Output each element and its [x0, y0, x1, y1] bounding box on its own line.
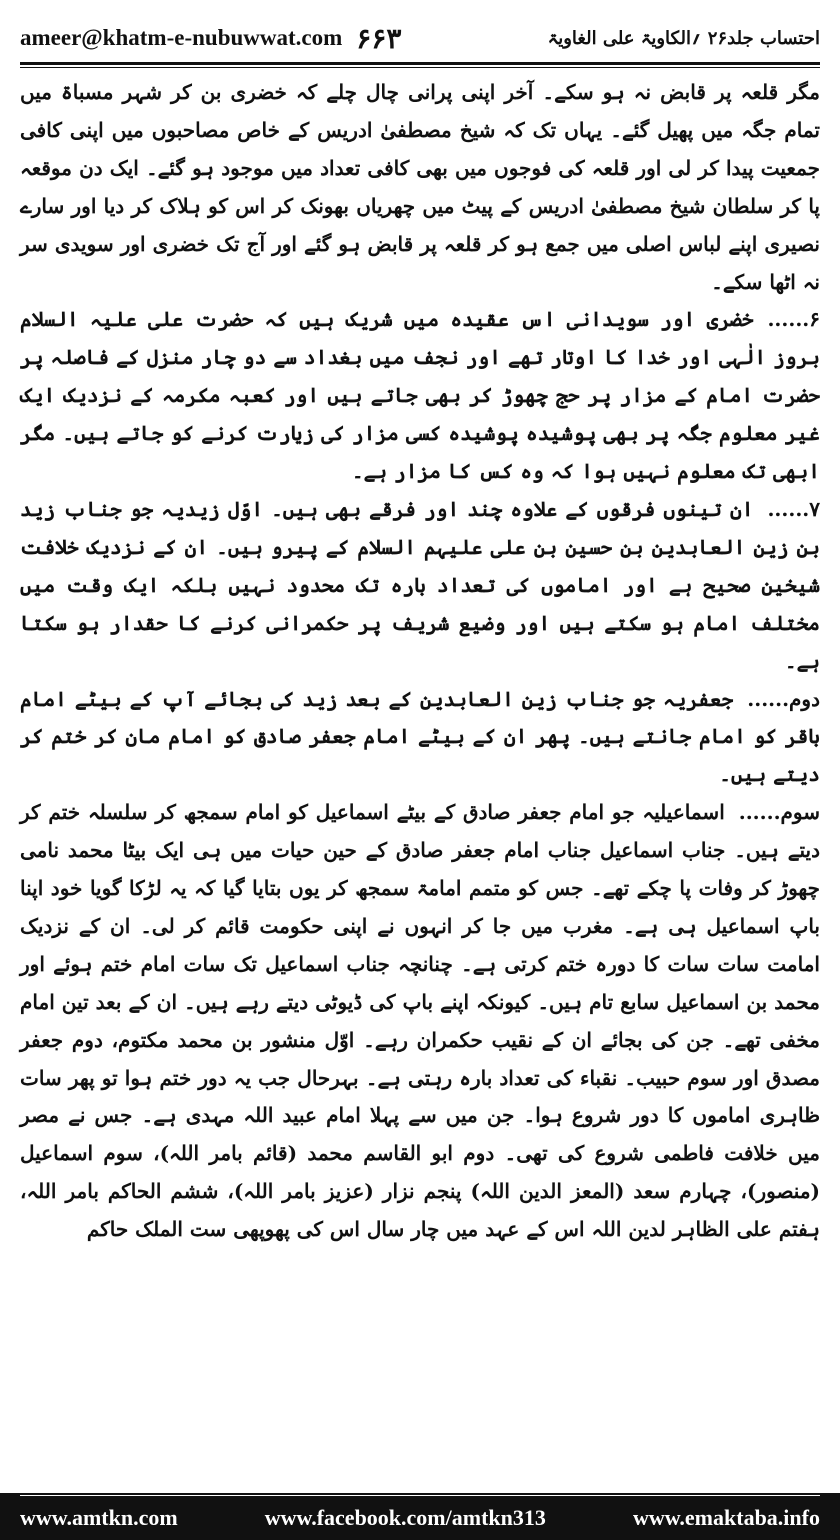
- book-title: احتساب جلد۲۶ ؍الکاویۃ علی الغاویۃ: [547, 27, 820, 49]
- footer-link-facebook[interactable]: www.facebook.com/amtkn313: [264, 1505, 546, 1530]
- paragraph-label: ۷......: [767, 496, 820, 521]
- page-header: [20, 18, 820, 58]
- header-left: [20, 22, 401, 55]
- paragraph-4: [20, 681, 820, 795]
- paragraph-2: [20, 301, 820, 491]
- paragraph-1: [20, 74, 820, 301]
- paragraph-label: ۶......: [767, 307, 820, 332]
- paragraph-3: [20, 491, 820, 681]
- footer-links: [20, 1505, 820, 1531]
- header-rule-thin: [20, 67, 820, 68]
- paragraph-text: ان تینوں فرقوں کے علاوہ چند اور فرقے بھی ہیں۔ اوّل زیدیہ جو جناب زید بن زین العابدین بن حسین بن علی علیہم السلام کے پیرو ہیں۔ ان کے نزدیک خلافت شیخین صحیح ہے اور اماموں کی تعداد بارہ تک محدود نہیں بلکہ ایک وقت میں مختلف امام ہو سکتے ہیں اور وضیع شریف پر حکمرانی کرنے کا حقدار ہو سکتا ہے۔: [20, 496, 820, 673]
- paragraph-5: [20, 794, 820, 1249]
- header-email[interactable]: ameer@khatm-e-nubuwwat.com: [20, 25, 343, 50]
- paragraph-text: خضری اور سویدانی اس عقیدہ میں شریک ہیں کہ حضرت علی علیہ السلام بروز الٰہی اور خدا کا اوتار تھے اور نجف میں بغداد سے دو چار منزل کے فاصلہ پر حضرت امام کے مزار پر حج چھوڑ کر بھی جاتے ہیں اور کعبہ مکرمہ کے نزدیک ایک غیر معلوم جگہ پر بھی پوشیدہ پوشیدہ کسی مزار کی زیارت کرنے کو جاتے ہیں۔ مگر ابھی تک معلوم نہیں ہوا کہ وہ کس کا مزار ہے۔: [20, 307, 820, 484]
- page-body: [20, 74, 820, 1249]
- footer-link-emaktaba[interactable]: www.emaktaba.info: [632, 1505, 820, 1530]
- paragraph-text: مگر قلعہ پر قابض نہ ہو سکے۔ آخر اپنی پرانی چال چلے کہ خضری بن کر شہر مسباۃ میں تمام جگہ میں پھیل گئے۔ یہاں تک کہ شیخ مصطفیٰ ادریس کے خاص مصاحبوں میں اپنی کافی جمعیت پیدا کر لی اور قلعہ کی فوجوں میں بھی کافی تعداد میں موجود ہو گئے۔ ایک دن موقعہ پا کر سلطان شیخ مصطفیٰ ادریس کے پیٹ میں چھریاں بھونک کر اس کو ہلاک کر دیا اور سارے نصیری اپنے لباس اصلی میں جمع ہو کر قلعہ پر قابض ہو گئے اور آج تک خضری اور سویدی سر نہ اٹھا سکے۔: [20, 80, 820, 294]
- page-number: ۶۶۳: [356, 21, 402, 55]
- page-footer: [0, 1493, 840, 1540]
- paragraph-label: دوم......: [747, 686, 820, 711]
- header-rule: [20, 62, 820, 65]
- footer-link-amtkn[interactable]: www.amtkn.com: [20, 1505, 178, 1530]
- paragraph-label: سوم......: [738, 800, 820, 825]
- footer-rule: [20, 1495, 820, 1496]
- paragraph-text: اسماعیلیہ جو امام جعفر صادق کے بیٹے اسماعیل کو امام سمجھ کر سلسلہ ختم کر دیتے ہیں۔ جناب اسماعیل جناب امام جعفر صادق کے حین حیات میں ہی ایک بیٹا محمد نامی چھوڑ کر وفات پا چکے تھے۔ جس کو متمم امامۃ سمجھ کر یوں بتایا گیا کہ یہ لڑکا گویا خود اپنا باپ اسماعیل ہی ہے۔ مغرب میں جا کر انہوں نے اپنی حکومت قائم کر لی۔ ان کے نزدیک امامت سات سات کا دورہ ختم کرتی ہے۔ چنانچہ جناب اسماعیل تک سات امام ختم ہوئے اور محمد بن اسماعیل سابع تام ہیں۔ کیونکہ اپنے باپ کی ڈیوٹی دیتے رہے ہیں۔ ان کے بعد تین امام مخفی تھے۔ جن کی بجائے ان کے نقیب حکمران رہے۔ اوّل منشور بن محمد مکتوم، دوم جعفر مصدق اور سوم حبیب۔ نقباء کی تعداد بارہ رہتی ہے۔ بہرحال جب یہ دور ختم ہوا تو پھر سات ظاہری اماموں کا دور شروع ہوا۔ جن میں سے پہلا امام عبید اللہ مہدی ہے۔ جس نے مصر میں خلافت فاطمی شروع کی تھی۔ دوم ابو القاسم محمد (قائم بامر اللہ)، سوم اسماعیل (منصور)، چہارم سعد (المعز الدین اللہ) پنجم نزار (عزیز بامر اللہ)، ششم الحاکم بامر اللہ، ہفتم علی الظاہر لدین اللہ اس کے عہد میں چار سال اس کی پھوپھی ست الملک حاکم: [20, 800, 821, 1242]
- paragraph-text: جعفریہ جو جناب زین العابدین کے بعد زید کی بجائے آپ کے بیٹے امام باقر کو امام جانتے ہیں۔ پھر ان کے بیٹے امام جعفر صادق کو امام مان کر ختم کر دیتے ہیں۔: [20, 686, 820, 787]
